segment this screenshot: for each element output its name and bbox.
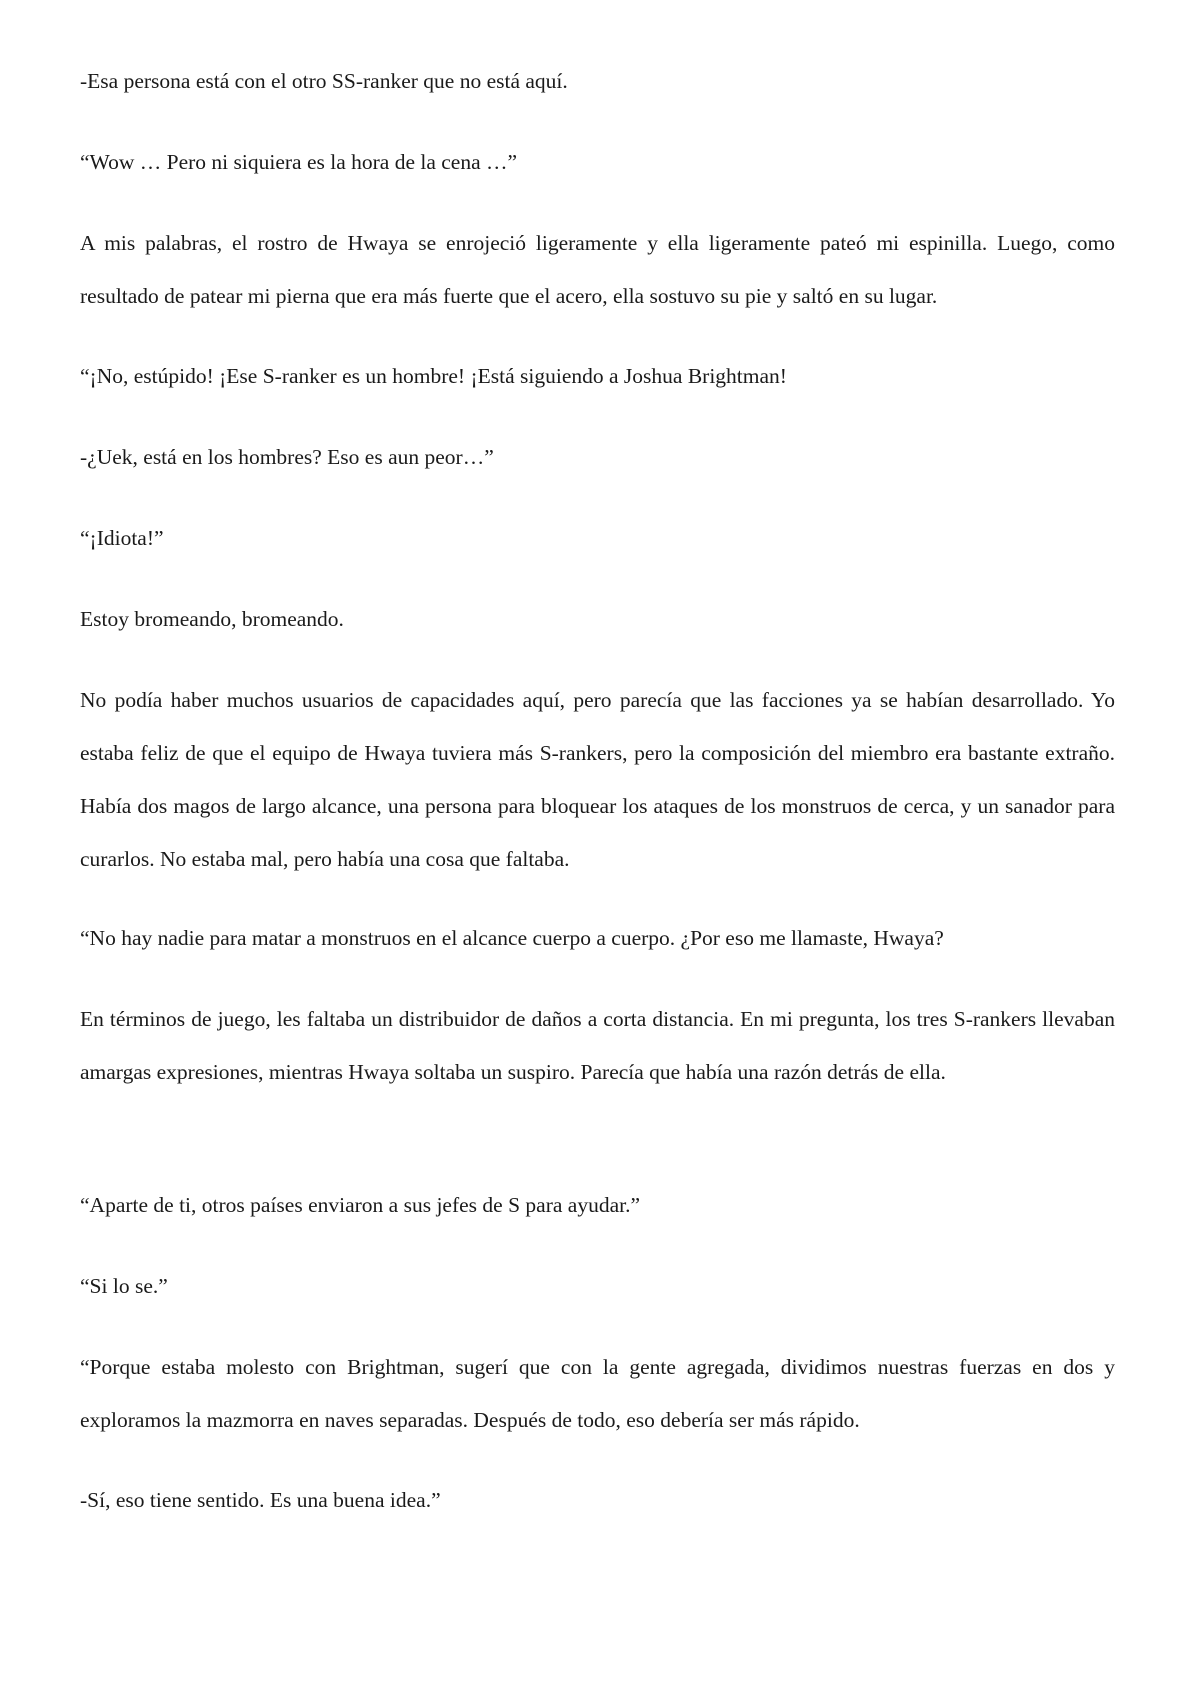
paragraph-4: “¡No, estúpido! ¡Ese S-ranker es un hombre! ¡Está siguiendo a Joshua Brightman! xyxy=(80,364,787,388)
paragraph-10: En términos de juego, les faltaba un distribuidor de daños a corta distancia. En mi pregunta, los tres S-rankers llevaban amargas expresiones, mientras Hwaya soltaba un suspiro. Parecía que había una razón detrás de ella. xyxy=(80,1007,1115,1084)
paragraph-9: “No hay nadie para matar a monstruos en el alcance cuerpo a cuerpo. ¿Por eso me llamaste, Hwaya? xyxy=(80,926,944,950)
paragraph-7: Estoy bromeando, bromeando. xyxy=(80,607,344,631)
paragraph-13: “Porque estaba molesto con Brightman, sugerí que con la gente agregada, dividimos nuestras fuerzas en dos y exploramos la mazmorra en naves separadas. Después de todo, eso debería ser más rápido. xyxy=(80,1355,1115,1432)
paragraph-3: A mis palabras, el rostro de Hwaya se enrojeció ligeramente y ella ligeramente pateó mi espinilla. Luego, como resultado de patear mi pierna que era más fuerte que el acero, ella sostuvo su pie y saltó en su lugar. xyxy=(80,231,1115,308)
paragraph-2: “Wow … Pero ni siquiera es la hora de la cena …” xyxy=(80,150,518,174)
paragraph-14: -Sí, eso tiene sentido. Es una buena idea.” xyxy=(80,1488,441,1512)
paragraph-12: “Si lo se.” xyxy=(80,1274,168,1298)
paragraph-1: -Esa persona está con el otro SS-ranker que no está aquí. xyxy=(80,69,568,93)
paragraph-11: “Aparte de ti, otros países enviaron a sus jefes de S para ayudar.” xyxy=(80,1193,640,1217)
paragraph-5: -¿Uek, está en los hombres? Eso es aun peor…” xyxy=(80,445,494,469)
paragraph-6: “¡Idiota!” xyxy=(80,526,164,550)
paragraph-8: No podía haber muchos usuarios de capacidades aquí, pero parecía que las facciones ya se habían desarrollado. Yo estaba feliz de que el equipo de Hwaya tuviera más S-rankers, pero la composición del miembro era bastante extraño. Había dos magos de largo alcance, una persona para bloquear los ataques de los monstruos de cerca, y un sanador para curarlos. No estaba mal, pero había una cosa que faltaba. xyxy=(80,688,1115,871)
